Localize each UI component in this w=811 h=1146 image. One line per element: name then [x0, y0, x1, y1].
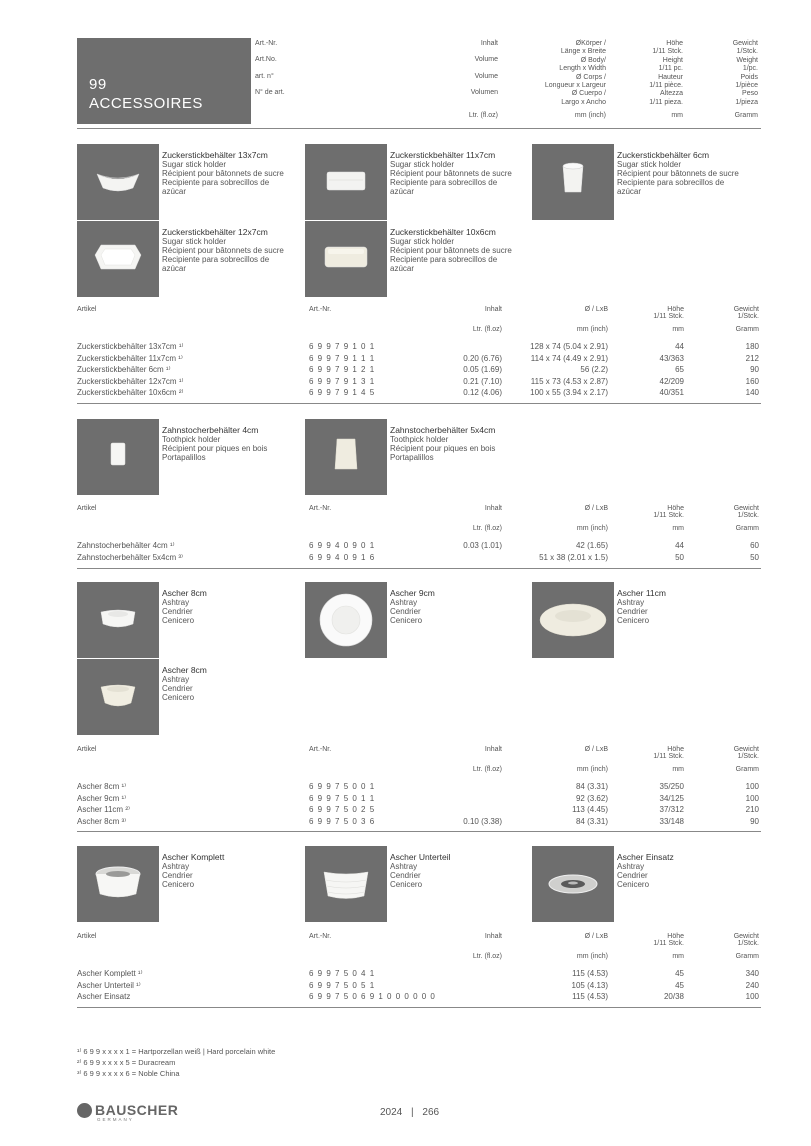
table-row: Zahnstocherbehälter 5x4cm ³⁾ 6 9 9 4 0 9 1 6 51 x 38 (2.01 x 1.5) 50 50	[77, 552, 759, 562]
table-units: Ltr. (fl.oz) mm (inch) mm Gramm	[472, 953, 759, 960]
logo-icon	[77, 1103, 92, 1118]
product-image	[77, 144, 159, 220]
table-row: Zuckerstickbehälter 6cm ¹⁾ 6 9 9 7 9 1 2 1 0.05 (1.69) 56 (2.2) 65 90	[77, 365, 759, 374]
product-title: Zuckerstickbehälter 11x7cm	[390, 150, 496, 160]
chapter-number: 99	[89, 76, 107, 93]
product-card: Zuckerstickbehälter 6cm Sugar stick holder Récipient pour bâtonnets de sucre Recipiente para sobrecillos de azúcar	[532, 144, 760, 220]
product-title: Ascher Unterteil	[390, 852, 451, 862]
product-title: Zuckerstickbehälter 13x7cm	[162, 150, 268, 160]
table-row: Ascher 8cm ³⁾ 6 9 9 7 5 0 3 6 0.10 (3.38) 84 (3.31) 33/148 90	[77, 816, 759, 826]
table-row: Ascher 8cm ¹⁾ 6 9 9 7 5 0 0 1 84 (3.31) 35/250 100	[77, 782, 759, 791]
product-card: Ascher 9cm Ashtray Cendrier Cenicero	[305, 582, 533, 658]
product-title: Ascher Einsatz	[617, 852, 674, 862]
product-card: Zuckerstickbehälter 13x7cm Sugar stick holder Récipient pour bâtonnets de sucre Recipiente para sobrecillos de azúcar	[77, 144, 305, 220]
product-title: Ascher 8cm	[162, 665, 207, 675]
table-header: Artikel Art.-Nr. Inhalt Ø / LxB Höhe 1/11 Stck. Gewicht 1/Stck.	[77, 746, 759, 760]
header-artnr: Art.-Nr. Art.No. art. n° N° de art.	[255, 40, 285, 97]
product-card: Zuckerstickbehälter 11x7cm Sugar stick holder Récipient pour bâtonnets de sucre Recipiente para sobrecillos de azúcar	[305, 144, 533, 220]
divider	[77, 128, 761, 129]
table-row: Ascher Unterteil ¹⁾ 6 9 9 7 5 0 5 1 105 (4.13) 45 240	[77, 980, 759, 990]
header-hoehe: Höhe 1/11 Stck. Height 1/11 pc. Hauteur 1/11 pièce. Altezza 1/11 pieza.	[649, 40, 683, 106]
product-table	[77, 505, 761, 564]
table-units: Ltr. (fl.oz) mm (inch) mm Gramm	[472, 326, 759, 333]
table-units: Ltr. (fl.oz) mm (inch) mm Gramm	[472, 525, 759, 532]
product-image	[77, 582, 159, 658]
divider	[77, 403, 761, 404]
product-image	[532, 582, 614, 658]
product-table	[77, 746, 761, 828]
table-row: Zuckerstickbehälter 11x7cm ¹⁾ 6 9 9 7 9 1 1 1 0.20 (6.76) 114 x 74 (4.49 x 2.91) 43/363 212	[77, 353, 759, 363]
header-inhalt-unit: Ltr. (fl.oz)	[468, 112, 498, 119]
product-card: Zuckerstickbehälter 12x7cm Sugar stick holder Récipient pour bâtonnets de sucre Recipiente para sobrecillos de azúcar	[77, 221, 305, 297]
divider	[77, 568, 761, 569]
table-row: Zuckerstickbehälter 10x6cm ²⁾ 6 9 9 7 9 1 4 5 0.12 (4.06) 100 x 55 (3.94 x 2.17) 40/351 140	[77, 388, 759, 397]
table-header: Artikel Art.-Nr. Inhalt Ø / LxB Höhe 1/11 Stck. Gewicht 1/Stck.	[77, 306, 759, 320]
header-gewicht-unit: Gramm	[734, 112, 758, 119]
product-title: Ascher 9cm	[390, 588, 435, 598]
table-units: Ltr. (fl.oz) mm (inch) mm Gramm	[472, 766, 759, 773]
chapter-box	[77, 38, 251, 124]
product-card: Ascher 8cm Ashtray Cendrier Cenicero	[77, 659, 305, 735]
table-row: Ascher 9cm ¹⁾ 6 9 9 7 5 0 1 1 92 (3.62) 34/125 100	[77, 793, 759, 803]
product-card: Ascher 8cm Ashtray Cendrier Cenicero	[77, 582, 305, 658]
header-gewicht: Gewicht 1/Stck. Weight 1/pc. Poids 1/pièce Peso 1/pieza	[732, 40, 758, 106]
product-image	[305, 419, 387, 495]
product-card: Zuckerstickbehälter 10x6cm Sugar stick holder Récipient pour bâtonnets de sucre Recipiente para sobrecillos de azúcar	[305, 221, 533, 297]
table-header: Artikel Art.-Nr. Inhalt Ø / LxB Höhe 1/11 Stck. Gewicht 1/Stck.	[77, 505, 759, 519]
product-image	[305, 582, 387, 658]
header-hoehe-unit: mm	[671, 112, 683, 119]
footnotes: ¹⁾ 6 9 9 x x x x 1 = Hartporzellan weiß | Hard porcelain white ²⁾ 6 9 9 x x x x 5 = Duracream ³⁾ 6 9 9 x x x x 6 = Noble China	[77, 1047, 276, 1078]
product-card: Ascher Einsatz Ashtray Cendrier Cenicero	[532, 846, 760, 922]
product-card: Zahnstocherbehälter 4cm Toothpick holder Récipient pour piques en bois Portapalillos	[77, 419, 305, 495]
header-inhalt: Inhalt Volume Volume Volumen	[470, 40, 498, 97]
product-card: Ascher Komplett Ashtray Cendrier Cenicero	[77, 846, 305, 922]
product-title: Ascher 11cm	[617, 588, 666, 598]
page-number: 2024 | 266	[380, 1107, 440, 1118]
product-image	[532, 846, 614, 922]
product-image	[77, 221, 159, 297]
product-image	[305, 221, 387, 297]
product-title: Zahnstocherbehälter 5x4cm	[390, 425, 496, 435]
table-row: Ascher 11cm ²⁾ 6 9 9 7 5 0 2 5 113 (4.45) 37/312 210	[77, 805, 759, 814]
product-card: Ascher 11cm Ashtray Cendrier Cenicero	[532, 582, 760, 658]
product-table	[77, 933, 761, 1004]
table-row: Zahnstocherbehälter 4cm ¹⁾ 6 9 9 4 0 9 0 1 0.03 (1.01) 42 (1.65) 44 60	[77, 541, 759, 550]
product-card: Zahnstocherbehälter 5x4cm Toothpick holder Récipient pour piques en bois Portapalillos	[305, 419, 533, 495]
header-koerper-unit: mm (inch)	[574, 112, 606, 119]
divider	[77, 831, 761, 832]
product-image	[77, 419, 159, 495]
product-image	[77, 659, 159, 735]
product-table	[77, 306, 761, 400]
product-image	[532, 144, 614, 220]
product-title: Zuckerstickbehälter 6cm	[617, 150, 710, 160]
table-row: Zuckerstickbehälter 12x7cm ¹⁾ 6 9 9 7 9 1 3 1 0.21 (7.10) 115 x 73 (4.53 x 2.87) 42/209 160	[77, 376, 759, 386]
product-title: Zuckerstickbehälter 12x7cm	[162, 227, 268, 237]
table-header: Artikel Art.-Nr. Inhalt Ø / LxB Höhe 1/11 Stck. Gewicht 1/Stck.	[77, 933, 759, 947]
divider	[77, 1007, 761, 1008]
table-row: Ascher Komplett ¹⁾ 6 9 9 7 5 0 4 1 115 (4.53) 45 340	[77, 969, 759, 978]
table-row: Zuckerstickbehälter 13x7cm ¹⁾ 6 9 9 7 9 1 0 1 128 x 74 (5.04 x 2.91) 44 180	[77, 342, 759, 351]
table-row: Ascher Einsatz 6 9 9 7 5 0 6 9 1 0 0 0 0 0 0 115 (4.53) 20/38 100	[77, 992, 759, 1001]
product-title: Zuckerstickbehälter 10x6cm	[390, 227, 496, 237]
product-image	[305, 846, 387, 922]
product-title: Ascher Komplett	[162, 852, 225, 862]
chapter-title: ACCESSOIRES	[89, 95, 203, 112]
product-image	[305, 144, 387, 220]
product-card: Ascher Unterteil Ashtray Cendrier Cenicero	[305, 846, 533, 922]
product-image	[77, 846, 159, 922]
header-koerper: ØKörper / Länge x Breite Ø Body/ Length x Width Ø Corps / Longueur x Largeur Ø Cuerpo / Largo x Ancho	[544, 40, 606, 106]
product-title: Zahnstocherbehälter 4cm	[162, 425, 259, 435]
product-title: Ascher 8cm	[162, 588, 207, 598]
